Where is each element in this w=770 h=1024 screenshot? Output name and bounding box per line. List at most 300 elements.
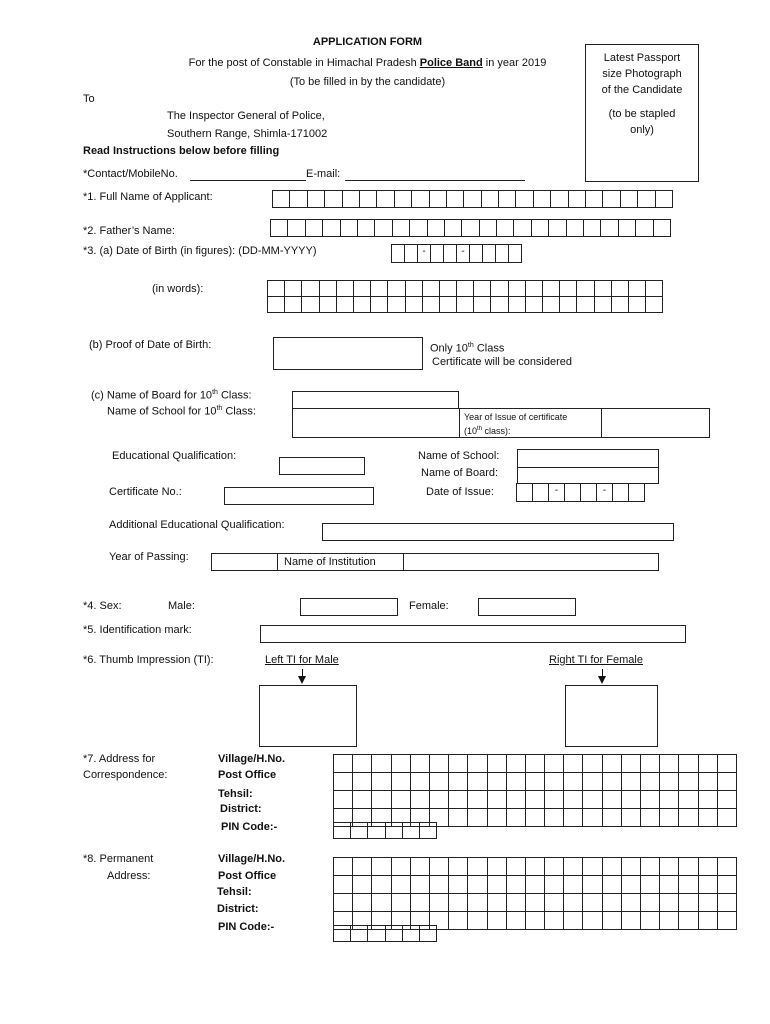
address-cell[interactable]	[660, 773, 679, 791]
address-cell[interactable]	[468, 809, 487, 827]
address-cell[interactable]	[525, 791, 544, 809]
input-cell[interactable]	[405, 280, 423, 297]
address-cell[interactable]	[429, 755, 448, 773]
address-cell[interactable]	[353, 791, 372, 809]
input-cell[interactable]	[566, 219, 584, 237]
address-cell[interactable]	[602, 876, 621, 894]
address-cell[interactable]	[334, 894, 353, 912]
input-cell[interactable]	[611, 280, 629, 297]
email-line[interactable]	[345, 180, 525, 181]
input-cell[interactable]	[645, 296, 663, 313]
address-cell[interactable]	[506, 912, 525, 930]
address-cell[interactable]	[506, 894, 525, 912]
input-cell[interactable]	[422, 296, 440, 313]
address-cell[interactable]	[525, 912, 544, 930]
address-cell[interactable]	[449, 791, 468, 809]
input-cell[interactable]	[272, 190, 290, 208]
address-cell[interactable]	[449, 876, 468, 894]
address-cell[interactable]	[679, 858, 698, 876]
q7-address-grid[interactable]	[333, 754, 737, 827]
input-cell[interactable]	[392, 219, 410, 237]
address-cell[interactable]	[564, 912, 583, 930]
input-cell[interactable]	[419, 925, 437, 942]
input-cell[interactable]	[490, 280, 508, 297]
female-box[interactable]	[478, 598, 576, 616]
input-cell[interactable]	[387, 296, 405, 313]
address-cell[interactable]	[429, 858, 448, 876]
address-cell[interactable]	[564, 791, 583, 809]
address-cell[interactable]	[660, 876, 679, 894]
address-cell[interactable]	[698, 773, 717, 791]
input-cell[interactable]	[481, 190, 499, 208]
address-cell[interactable]	[334, 755, 353, 773]
address-cell[interactable]	[545, 755, 564, 773]
address-cell[interactable]	[391, 858, 410, 876]
address-cell[interactable]	[679, 876, 698, 894]
address-cell[interactable]	[525, 755, 544, 773]
address-cell[interactable]	[487, 894, 506, 912]
address-cell[interactable]	[621, 858, 640, 876]
address-cell[interactable]	[602, 858, 621, 876]
input-cell[interactable]	[508, 296, 526, 313]
address-cell[interactable]	[679, 773, 698, 791]
address-cell[interactable]	[698, 876, 717, 894]
input-cell[interactable]	[635, 219, 653, 237]
address-cell[interactable]	[660, 858, 679, 876]
address-cell[interactable]	[506, 809, 525, 827]
input-cell[interactable]	[270, 219, 288, 237]
date-cell[interactable]	[532, 483, 549, 502]
address-cell[interactable]	[564, 773, 583, 791]
address-cell[interactable]	[410, 858, 429, 876]
address-cell[interactable]	[506, 755, 525, 773]
address-cell[interactable]	[506, 858, 525, 876]
address-cell[interactable]	[545, 912, 564, 930]
address-cell[interactable]	[429, 876, 448, 894]
address-cell[interactable]	[334, 858, 353, 876]
input-cell[interactable]	[463, 190, 481, 208]
contact-line[interactable]	[190, 180, 306, 181]
address-cell[interactable]	[334, 876, 353, 894]
address-cell[interactable]	[602, 894, 621, 912]
edu-qualification-input[interactable]	[279, 457, 365, 475]
address-cell[interactable]	[353, 773, 372, 791]
address-cell[interactable]	[506, 773, 525, 791]
input-cell[interactable]	[284, 280, 302, 297]
input-cell[interactable]	[585, 190, 603, 208]
dob-cell[interactable]	[430, 244, 444, 263]
address-cell[interactable]	[468, 773, 487, 791]
input-cell[interactable]	[353, 280, 371, 297]
input-cell[interactable]	[479, 219, 497, 237]
address-cell[interactable]	[449, 755, 468, 773]
input-cell[interactable]	[559, 296, 577, 313]
photo-box[interactable]	[585, 44, 699, 182]
dob-cell[interactable]	[404, 244, 418, 263]
address-cell[interactable]	[698, 894, 717, 912]
address-cell[interactable]	[487, 809, 506, 827]
address-cell[interactable]	[717, 809, 736, 827]
input-cell[interactable]	[531, 219, 549, 237]
address-cell[interactable]	[698, 858, 717, 876]
address-cell[interactable]	[660, 912, 679, 930]
input-cell[interactable]	[353, 296, 371, 313]
address-cell[interactable]	[429, 791, 448, 809]
input-cell[interactable]	[628, 280, 646, 297]
address-cell[interactable]	[468, 894, 487, 912]
address-cell[interactable]	[698, 912, 717, 930]
address-cell[interactable]	[717, 755, 736, 773]
dob-cell[interactable]	[508, 244, 522, 263]
address-cell[interactable]	[372, 876, 391, 894]
input-cell[interactable]	[498, 190, 516, 208]
address-cell[interactable]	[602, 912, 621, 930]
input-cell[interactable]	[374, 219, 392, 237]
address-cell[interactable]	[583, 773, 602, 791]
input-cell[interactable]	[637, 190, 655, 208]
address-cell[interactable]	[717, 894, 736, 912]
address-cell[interactable]	[545, 791, 564, 809]
input-cell[interactable]	[367, 925, 385, 942]
input-cell[interactable]	[267, 280, 285, 297]
address-cell[interactable]	[391, 791, 410, 809]
address-cell[interactable]	[564, 894, 583, 912]
address-cell[interactable]	[564, 755, 583, 773]
input-cell[interactable]	[429, 190, 447, 208]
input-cell[interactable]	[336, 296, 354, 313]
address-cell[interactable]	[641, 773, 660, 791]
address-cell[interactable]	[717, 876, 736, 894]
input-cell[interactable]	[628, 296, 646, 313]
input-cell[interactable]	[542, 280, 560, 297]
address-cell[interactable]	[410, 791, 429, 809]
input-cell[interactable]	[324, 190, 342, 208]
input-cell[interactable]	[301, 280, 319, 297]
address-cell[interactable]	[372, 755, 391, 773]
address-cell[interactable]	[698, 755, 717, 773]
address-cell[interactable]	[449, 809, 468, 827]
input-cell[interactable]	[289, 190, 307, 208]
address-cell[interactable]	[641, 755, 660, 773]
edu-date-cells[interactable]	[516, 483, 645, 502]
dob-cell[interactable]	[469, 244, 483, 263]
address-cell[interactable]	[583, 876, 602, 894]
address-cell[interactable]	[468, 876, 487, 894]
address-cell[interactable]	[698, 809, 717, 827]
address-cell[interactable]	[449, 894, 468, 912]
year-passing-row[interactable]	[211, 553, 659, 571]
address-cell[interactable]	[391, 755, 410, 773]
input-cell[interactable]	[655, 190, 673, 208]
input-cell[interactable]	[319, 280, 337, 297]
input-cell[interactable]	[456, 280, 474, 297]
input-cell[interactable]	[402, 822, 420, 839]
address-cell[interactable]	[698, 791, 717, 809]
address-cell[interactable]	[717, 773, 736, 791]
dob-cell[interactable]	[443, 244, 457, 263]
input-cell[interactable]	[385, 822, 403, 839]
address-cell[interactable]	[545, 876, 564, 894]
address-cell[interactable]	[621, 791, 640, 809]
input-cell[interactable]	[473, 280, 491, 297]
address-cell[interactable]	[621, 755, 640, 773]
address-cell[interactable]	[679, 791, 698, 809]
address-cell[interactable]	[429, 894, 448, 912]
address-cell[interactable]	[449, 912, 468, 930]
input-cell[interactable]	[305, 219, 323, 237]
input-cell[interactable]	[461, 219, 479, 237]
address-cell[interactable]	[410, 773, 429, 791]
input-cell[interactable]	[342, 190, 360, 208]
address-cell[interactable]	[583, 912, 602, 930]
address-cell[interactable]	[602, 791, 621, 809]
address-cell[interactable]	[679, 755, 698, 773]
address-cell[interactable]	[545, 773, 564, 791]
input-cell[interactable]	[301, 296, 319, 313]
input-cell[interactable]	[473, 296, 491, 313]
dob-figures-cells[interactable]	[391, 244, 522, 263]
input-cell[interactable]	[419, 822, 437, 839]
date-cell[interactable]	[564, 483, 581, 502]
left-ti-box[interactable]	[259, 685, 357, 747]
input-cell[interactable]	[508, 280, 526, 297]
address-cell[interactable]	[545, 894, 564, 912]
dob-cell[interactable]	[495, 244, 509, 263]
date-cell[interactable]	[612, 483, 629, 502]
input-cell[interactable]	[370, 296, 388, 313]
board-10th-input[interactable]	[292, 391, 459, 409]
input-cell[interactable]	[422, 280, 440, 297]
address-cell[interactable]	[525, 809, 544, 827]
input-cell[interactable]	[340, 219, 358, 237]
q8-pin-cells[interactable]	[333, 925, 437, 942]
input-cell[interactable]	[496, 219, 514, 237]
address-cell[interactable]	[506, 791, 525, 809]
input-cell[interactable]	[600, 219, 618, 237]
input-cell[interactable]	[594, 280, 612, 297]
input-cell[interactable]	[367, 822, 385, 839]
father-name-cells[interactable]	[270, 219, 671, 237]
address-cell[interactable]	[429, 773, 448, 791]
input-cell[interactable]	[411, 190, 429, 208]
q7-pin-cells[interactable]	[333, 822, 437, 839]
full-name-cells[interactable]	[272, 190, 673, 208]
address-cell[interactable]	[391, 773, 410, 791]
input-cell[interactable]	[525, 280, 543, 297]
input-cell[interactable]	[548, 219, 566, 237]
input-cell[interactable]	[357, 219, 375, 237]
address-cell[interactable]	[372, 894, 391, 912]
input-cell[interactable]	[359, 190, 377, 208]
address-cell[interactable]	[468, 858, 487, 876]
address-cell[interactable]	[564, 858, 583, 876]
address-cell[interactable]	[583, 858, 602, 876]
input-cell[interactable]	[568, 190, 586, 208]
address-cell[interactable]	[679, 912, 698, 930]
input-cell[interactable]	[376, 190, 394, 208]
input-cell[interactable]	[387, 280, 405, 297]
input-cell[interactable]	[333, 822, 351, 839]
address-cell[interactable]	[641, 858, 660, 876]
address-cell[interactable]	[372, 773, 391, 791]
address-cell[interactable]	[391, 894, 410, 912]
address-cell[interactable]	[391, 876, 410, 894]
address-cell[interactable]	[525, 858, 544, 876]
address-cell[interactable]	[449, 858, 468, 876]
input-cell[interactable]	[550, 190, 568, 208]
address-cell[interactable]	[487, 858, 506, 876]
input-cell[interactable]	[409, 219, 427, 237]
address-cell[interactable]	[468, 791, 487, 809]
input-cell[interactable]	[350, 925, 368, 942]
input-cell[interactable]	[542, 296, 560, 313]
address-cell[interactable]	[506, 876, 525, 894]
input-cell[interactable]	[333, 925, 351, 942]
input-cell[interactable]	[427, 219, 445, 237]
input-cell[interactable]	[513, 219, 531, 237]
input-cell[interactable]	[284, 296, 302, 313]
address-cell[interactable]	[621, 809, 640, 827]
input-cell[interactable]	[319, 296, 337, 313]
address-cell[interactable]	[583, 809, 602, 827]
address-cell[interactable]	[468, 755, 487, 773]
input-cell[interactable]	[576, 280, 594, 297]
male-box[interactable]	[300, 598, 398, 616]
address-cell[interactable]	[641, 791, 660, 809]
additional-edu-input[interactable]	[322, 523, 674, 541]
q8-address-grid[interactable]	[333, 857, 737, 930]
address-cell[interactable]	[602, 755, 621, 773]
input-cell[interactable]	[620, 190, 638, 208]
input-cell[interactable]	[533, 190, 551, 208]
input-cell[interactable]	[611, 296, 629, 313]
address-cell[interactable]	[621, 773, 640, 791]
input-cell[interactable]	[336, 280, 354, 297]
address-cell[interactable]	[410, 894, 429, 912]
address-cell[interactable]	[679, 894, 698, 912]
dob-proof-box[interactable]	[273, 337, 423, 370]
input-cell[interactable]	[267, 296, 285, 313]
input-cell[interactable]	[653, 219, 671, 237]
address-cell[interactable]	[717, 791, 736, 809]
address-cell[interactable]	[641, 912, 660, 930]
input-cell[interactable]	[402, 925, 420, 942]
input-cell[interactable]	[525, 296, 543, 313]
input-cell[interactable]	[602, 190, 620, 208]
address-cell[interactable]	[621, 894, 640, 912]
address-cell[interactable]	[583, 755, 602, 773]
dob-words-row1[interactable]	[267, 280, 663, 297]
input-cell[interactable]	[456, 296, 474, 313]
address-cell[interactable]	[679, 809, 698, 827]
input-cell[interactable]	[490, 296, 508, 313]
address-cell[interactable]	[372, 791, 391, 809]
address-cell[interactable]	[564, 809, 583, 827]
address-cell[interactable]	[621, 876, 640, 894]
input-cell[interactable]	[394, 190, 412, 208]
address-cell[interactable]	[525, 876, 544, 894]
address-cell[interactable]	[545, 858, 564, 876]
address-cell[interactable]	[449, 773, 468, 791]
address-cell[interactable]	[487, 791, 506, 809]
input-cell[interactable]	[439, 280, 457, 297]
address-cell[interactable]	[334, 773, 353, 791]
address-cell[interactable]	[564, 876, 583, 894]
address-cell[interactable]	[660, 755, 679, 773]
address-cell[interactable]	[353, 755, 372, 773]
address-cell[interactable]	[353, 876, 372, 894]
certificate-input[interactable]	[224, 487, 374, 505]
dob-words-row2[interactable]	[267, 296, 663, 313]
address-cell[interactable]	[602, 773, 621, 791]
address-cell[interactable]	[353, 894, 372, 912]
input-cell[interactable]	[287, 219, 305, 237]
input-cell[interactable]	[385, 925, 403, 942]
input-cell[interactable]	[576, 296, 594, 313]
address-cell[interactable]	[641, 809, 660, 827]
input-cell[interactable]	[370, 280, 388, 297]
input-cell[interactable]	[439, 296, 457, 313]
address-cell[interactable]	[487, 876, 506, 894]
input-cell[interactable]	[594, 296, 612, 313]
input-cell[interactable]	[307, 190, 325, 208]
address-cell[interactable]	[583, 894, 602, 912]
input-cell[interactable]	[350, 822, 368, 839]
input-cell[interactable]	[446, 190, 464, 208]
address-cell[interactable]	[660, 894, 679, 912]
input-cell[interactable]	[405, 296, 423, 313]
address-cell[interactable]	[525, 894, 544, 912]
address-cell[interactable]	[487, 755, 506, 773]
edu-school-board-box[interactable]	[517, 449, 659, 484]
address-cell[interactable]	[641, 876, 660, 894]
date-cell[interactable]	[628, 483, 645, 502]
address-cell[interactable]	[621, 912, 640, 930]
address-cell[interactable]	[487, 912, 506, 930]
address-cell[interactable]	[717, 912, 736, 930]
address-cell[interactable]	[410, 876, 429, 894]
address-cell[interactable]	[334, 791, 353, 809]
input-cell[interactable]	[515, 190, 533, 208]
address-cell[interactable]	[372, 858, 391, 876]
date-cell[interactable]	[580, 483, 597, 502]
address-cell[interactable]	[583, 791, 602, 809]
address-cell[interactable]	[660, 791, 679, 809]
dob-cell[interactable]	[391, 244, 405, 263]
date-cell[interactable]	[516, 483, 533, 502]
input-cell[interactable]	[322, 219, 340, 237]
dob-cell[interactable]	[482, 244, 496, 263]
school-10th-row[interactable]	[292, 408, 710, 438]
right-ti-box[interactable]	[565, 685, 658, 747]
address-cell[interactable]	[717, 858, 736, 876]
identification-input[interactable]	[260, 625, 686, 643]
address-cell[interactable]	[602, 809, 621, 827]
input-cell[interactable]	[618, 219, 636, 237]
input-cell[interactable]	[583, 219, 601, 237]
address-cell[interactable]	[410, 755, 429, 773]
input-cell[interactable]	[559, 280, 577, 297]
address-cell[interactable]	[660, 809, 679, 827]
input-cell[interactable]	[444, 219, 462, 237]
address-cell[interactable]	[545, 809, 564, 827]
address-cell[interactable]	[468, 912, 487, 930]
address-cell[interactable]	[487, 773, 506, 791]
address-cell[interactable]	[353, 858, 372, 876]
address-cell[interactable]	[641, 894, 660, 912]
input-cell[interactable]	[645, 280, 663, 297]
address-cell[interactable]	[525, 773, 544, 791]
